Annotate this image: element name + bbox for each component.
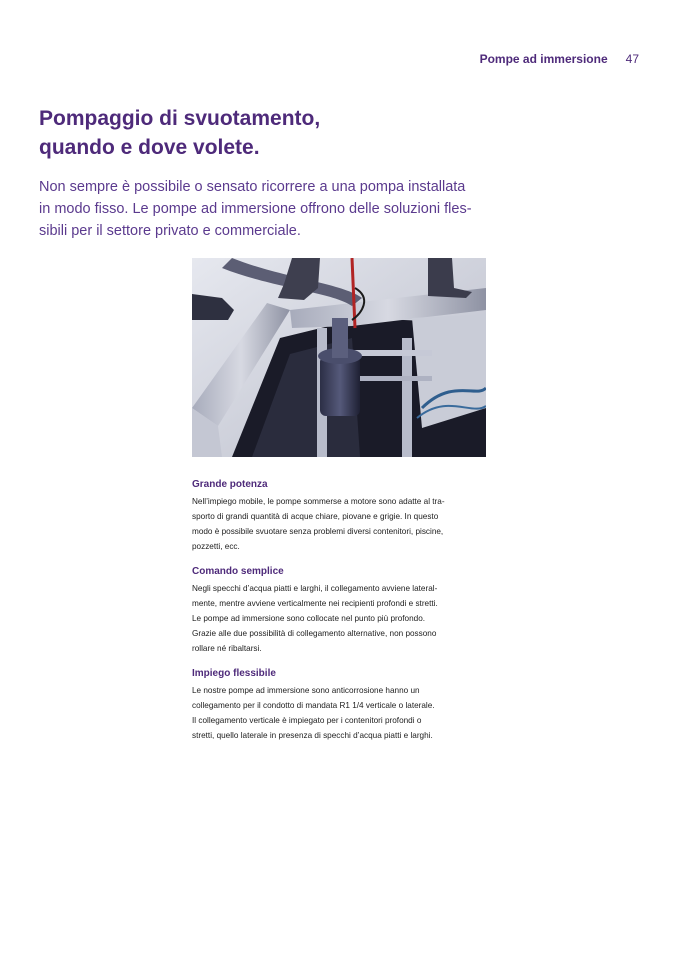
intro-line: Non sempre è possibile o sensato ricorrere a una pompa installata xyxy=(39,179,466,195)
body-line: Il collegamento verticale è impiegato per i contenitori profondi o xyxy=(192,716,422,725)
body-line: collegamento per il condotto di mandata R1 1/4 verticale o laterale. xyxy=(192,701,435,710)
body-line: Grazie alle due possibilità di collegamento alternative, non possono xyxy=(192,629,437,638)
body-line: rollare né ribaltarsi. xyxy=(192,644,262,653)
section-impiego-flessibile xyxy=(192,667,492,743)
body-line: Le nostre pompe ad immersione sono anticorrosione hanno un xyxy=(192,686,420,695)
body-line: sporto di grandi quantità di acque chiare, piovane e grigie. In questo xyxy=(192,512,439,521)
section-body xyxy=(192,581,492,656)
intro-paragraph xyxy=(39,176,509,242)
body-line: mente, mentre avviene verticalmente nei recipienti profondi e stretti. xyxy=(192,599,438,608)
intro-line: in modo fisso. Le pompe ad immersione offrono delle soluzioni fles- xyxy=(39,201,472,217)
section-grande-potenza xyxy=(192,478,492,554)
section-body xyxy=(192,683,492,743)
title-line: Pompaggio di svuotamento, xyxy=(39,107,321,130)
intro-line: sibili per il settore privato e commerciale. xyxy=(39,223,301,239)
page-number: 47 xyxy=(625,52,639,66)
section-title: Grande potenza xyxy=(192,479,268,490)
body-line: stretti, quello laterale in presenza di specchi d’acqua piatti e larghi. xyxy=(192,731,433,740)
body-line: Nell’impiego mobile, le pompe sommerse a motore sono adatte al tra- xyxy=(192,497,445,506)
section-comando-semplice xyxy=(192,565,492,656)
body-line: Le pompe ad immersione sono collocate nel punto più profondo. xyxy=(192,614,426,623)
title-line: quando e dove volete. xyxy=(39,136,260,159)
section-title: Impiego flessibile xyxy=(192,668,276,679)
section-body xyxy=(192,494,492,554)
pump-shaft-photo xyxy=(192,258,486,457)
page-title xyxy=(39,104,459,162)
section-title: Comando semplice xyxy=(192,566,284,577)
running-header xyxy=(480,52,639,66)
section-name: Pompe ad immersione xyxy=(479,52,608,66)
content xyxy=(192,478,492,754)
body-line: pozzetti, ecc. xyxy=(192,542,240,551)
body-line: Negli specchi d’acqua piatti e larghi, il collegamento avviene lateral- xyxy=(192,584,438,593)
body-line: modo è possibile svuotare senza problemi diversi contenitori, piscine, xyxy=(192,527,444,536)
